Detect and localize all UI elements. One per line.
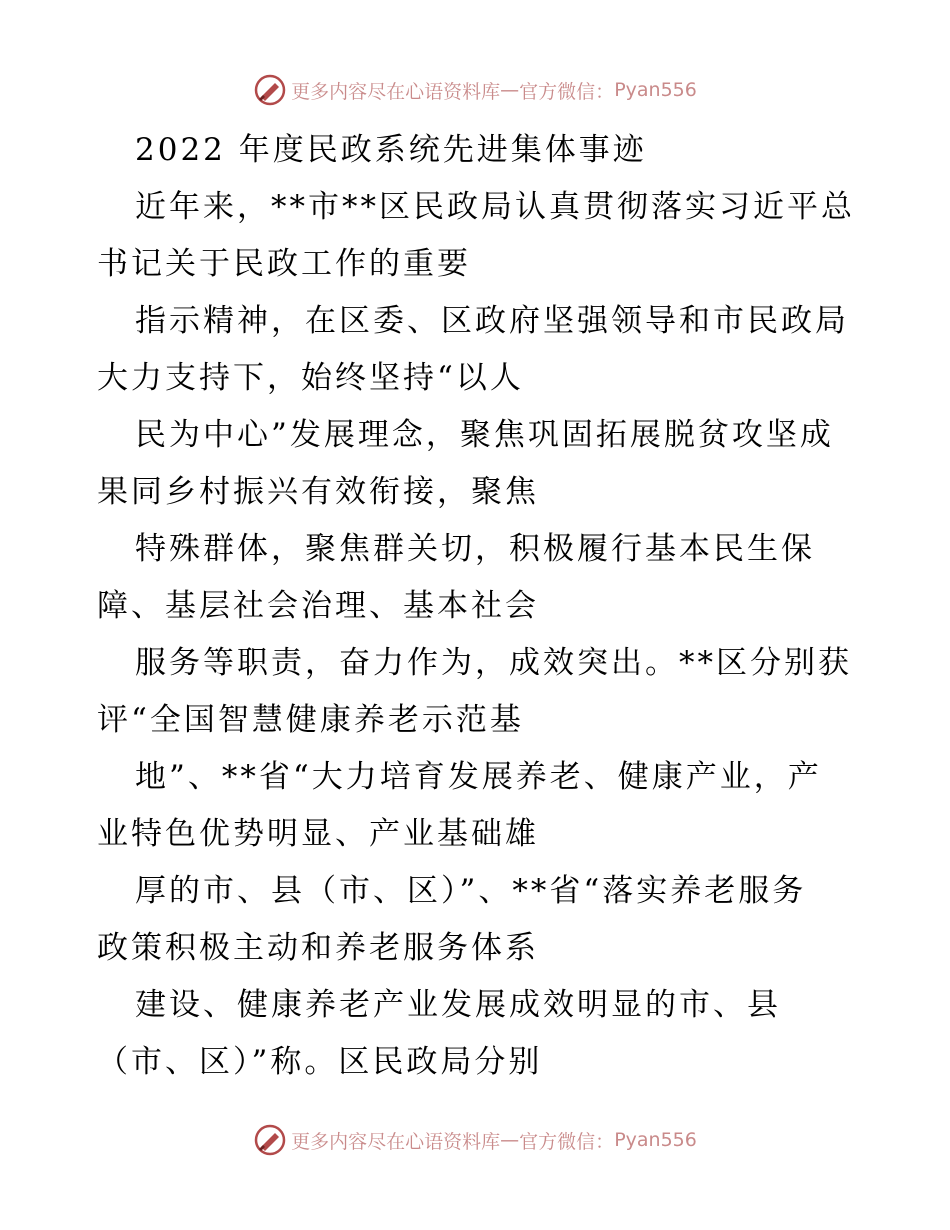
watermark-promo-text: 更多内容尽在心语资料库 bbox=[291, 1130, 501, 1153]
paragraph-line: 建设、健康养老产业发展成效明显的市、县 bbox=[135, 987, 781, 1023]
footer-watermark bbox=[0, 1120, 950, 1160]
paragraph-line: 障、基层社会治理、基本社会 bbox=[97, 588, 539, 624]
paragraph-line: 果同乡村振兴有效衔接，聚焦 bbox=[97, 474, 539, 510]
watermark-promo-text: 更多内容尽在心语资料库 bbox=[291, 80, 501, 103]
paragraph-line: 近年来，**市**区民政局认真贯彻落实习近平总 bbox=[135, 189, 855, 225]
watermark-wechat-label: 官方微信： bbox=[519, 80, 615, 103]
watermark-dash: — bbox=[500, 1129, 520, 1151]
paragraph-line: 大力支持下，始终坚持“以人 bbox=[97, 360, 524, 396]
pen-nib-logo-icon bbox=[253, 73, 287, 107]
header-watermark bbox=[0, 70, 950, 110]
paragraph-line: 特殊群体，聚焦群关切，积极履行基本民生保 bbox=[135, 531, 815, 567]
paragraph-line: 服务等职责，奋力作为，成效突出。**区分别获 bbox=[135, 645, 852, 681]
paragraph-line: （市、区）”称。区民政局分别 bbox=[97, 1044, 543, 1080]
pen-nib-logo-icon bbox=[253, 1123, 287, 1157]
watermark-wechat-label: 官方微信： bbox=[519, 1130, 615, 1153]
paragraph-line: 业特色优势明显、产业基础雄 bbox=[97, 816, 539, 852]
document-title: 2022 年度民政系统先进集体事迹 bbox=[135, 132, 647, 168]
watermark-wechat-id: Pyan556 bbox=[614, 79, 697, 101]
paragraph-line: 指示精神，在区委、区政府坚强领导和市民政局 bbox=[135, 303, 849, 339]
paragraph-line: 书记关于民政工作的重要 bbox=[97, 246, 471, 282]
paragraph-line: 厚的市、县（市、区）”、**省“落实养老服务 bbox=[135, 873, 807, 909]
paragraph-line: 民为中心”发展理念，聚焦巩固拓展脱贫攻坚成 bbox=[135, 417, 834, 453]
paragraph-line: 政策积极主动和养老服务体系 bbox=[97, 930, 539, 966]
document-body bbox=[97, 122, 857, 1091]
paragraph-line: 评“全国智慧健康养老示范基 bbox=[97, 702, 524, 738]
watermark-dash: — bbox=[500, 79, 520, 101]
paragraph-line: 地”、**省“大力培育发展养老、健康产业，产 bbox=[135, 759, 822, 795]
watermark-wechat-id: Pyan556 bbox=[614, 1129, 697, 1151]
